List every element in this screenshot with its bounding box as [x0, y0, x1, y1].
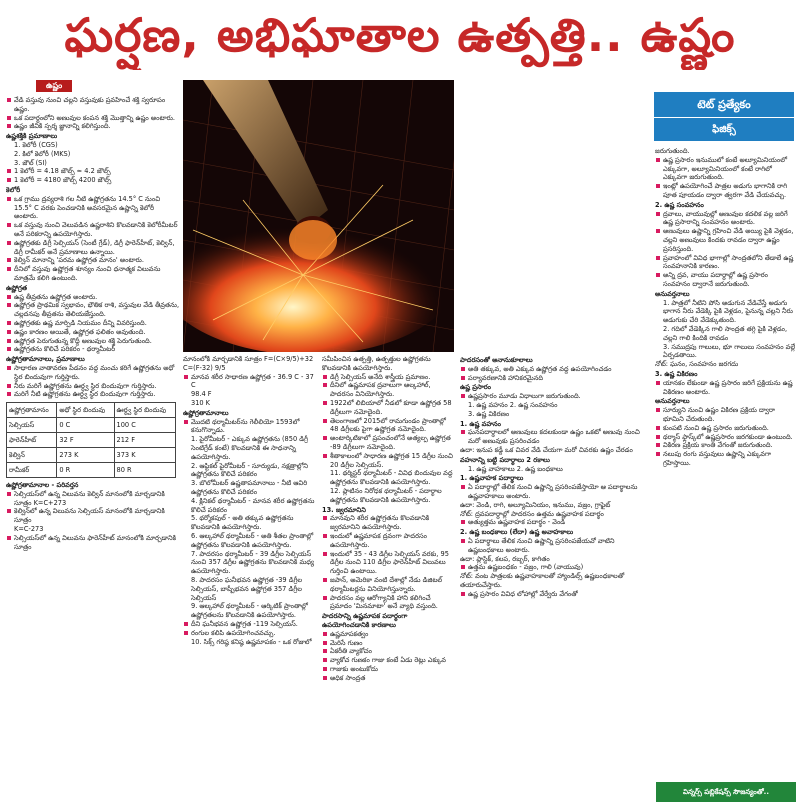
text-line: 1. పాత్రలో నీటిని పోసి అడుగున వేడిచేస్తే అడుగు భాగాన నీరు వేడెక్కి పైకి వెళ్లడం, పైనున్న చల్లని నీరు అడుగుకు చేరి వేడెక్కుతుంది.	[663, 298, 793, 325]
bullet-item: ఉష్ణమాపకత్వం	[322, 630, 454, 639]
text-line: 4. క్లినికల్ థర్మామీటర్ - మానవ శరీర ఉష్ణోగ్రతను కొలిచే పరికరం	[191, 496, 315, 514]
bullet-item: జపాన్, అమెరికా వంటి దేశాల్లో నేడు డిజిటల్ థర్మామీటర్లను వినియోగిస్తున్నారు.	[322, 576, 454, 594]
bullet-item: తెలంగాణలో 2015లో రామగుండం ప్రాంతాల్లో 48 డిగ్రీలకు పైగా ఉష్ణోగ్రత నమోదైంది.	[322, 417, 454, 435]
table-cell: 212 F	[114, 433, 175, 448]
bullet-item: నలుపు రంగు వస్తువులు ఉష్ణాన్ని ఎక్కువగా గ్రహిస్తాయి.	[655, 450, 795, 468]
bullet-item: కెల్విన్ మానాన్ని 'పరమ ఉష్ణోగ్రత మానం' అంటారు.	[6, 256, 180, 265]
bullet-item: ఒక పదార్థంలోని అణువుల కంపన శక్తి మొత్తాన్ని ఉష్ణం అంటారు.	[6, 114, 180, 123]
bullet-item: కెల్విన్‌లో ఉన్న విలువను సెల్సియస్ మానంలోకి మార్చడానికి సూత్రం	[6, 507, 180, 525]
bullet-item: ఉష్ణోగ్రతను కొలిచే పరికరం - థర్మామీటర్	[6, 345, 180, 354]
bullet-item: ఉత్తమ ఉష్ణబంధకం - వజ్రం, గాలి (వాయువు)	[460, 563, 648, 572]
bullet-item: యానకం లేకుండా ఉష్ణ ప్రసారం జరిగే ప్రక్రియను ఉష్ణ వికిరణం అంటారు.	[655, 379, 795, 397]
text-line: C=(F-32) 9/5	[183, 363, 226, 372]
subheading: ఉష్ణోగ్రతామానాలు	[183, 408, 229, 417]
text-line: సమీపించిన ఉత్పత్తి, ఉత్పత్తుల ఉష్ణోగ్రతను కొలవడానికి ఉపయోగిస్తారు.	[322, 355, 431, 372]
text-line: 1. కెలోరీ (CGS)	[14, 140, 58, 149]
text-line: ఉదా: ప్లాస్టిక్, కలప, రబ్బర్, కాగితం	[460, 554, 550, 563]
bullet-item: దీని ఘనీభవన ఉష్ణోగ్రత -119 సెల్సియస్.	[183, 620, 318, 629]
subheading: వహనాన్ని బట్టి పదార్థాలు 2 రకాలు	[460, 455, 550, 464]
column-2	[183, 355, 318, 802]
text-line: 2. కిలో కెలోరీ (MKS)	[14, 149, 71, 158]
bullet-item: ఉష్ణోగ్రతకు ఉష్ణ మార్పిడి నియమం దీన్ని వివరిస్తుంది.	[6, 319, 180, 328]
column-1-top-text	[6, 96, 180, 399]
text-line: 5. థర్మోకపుల్ - అతి తక్కువ ఉష్ణోగ్రతను కొలవడానికి ఉపయోగిస్తారు.	[191, 514, 294, 532]
column-1	[6, 80, 180, 802]
text-line: 12. ప్లాటినం నిరోధక థర్మామీటర్ - పదార్థాల ఉష్ణోగ్రతను కొలవడానికి ఉపయోగిస్తారు.	[330, 486, 442, 504]
bullet-item: ఇంట్లో ఉపయోగించే పాత్రల అడుగు భాగానికి రాగి పూత పూయడం ద్వారా త్వరగా వేడి చేయవచ్చు.	[655, 182, 795, 200]
table-cell: 32 F	[57, 433, 114, 448]
text-line: 11. థర్మిస్టర్ థర్మామీటర్ - వివిధ బిందువుల వద్ద ఉష్ణోగ్రతను కొలవడానికి ఉపయోగిస్తారు.	[330, 469, 453, 487]
text-line: 3. జౌల్ (SI)	[14, 158, 47, 167]
bullet-item: ఉష్ణం జీవికి స్పర్శ జ్ఞానాన్ని కలిగిస్తుంది.	[6, 122, 180, 131]
match-fire-photo	[183, 80, 454, 352]
bullet-item: మానవ శరీర సాధారణ ఉష్ణోగ్రత - 36.9 C - 37 C	[183, 373, 318, 391]
table-cell: 0 C	[57, 418, 114, 433]
bullet-item: థర్మాస్ ఫ్లాస్క్‌లో ఉష్ణప్రసారం జరగకుండా ఉంటుంది.	[655, 433, 795, 442]
bullet-item: రంగుల కలిపి ఉపయోగించవచ్చు.	[183, 629, 318, 638]
text-line: 8. పాదరసం ఘనీభవన ఉష్ణోగ్రత -39 డిగ్రీల సెల్సియస్, బాష్పీభవన ఉష్ణోగ్రత 357 డిగ్రీల సెల్సియస్	[191, 575, 303, 602]
bullet-item: ఉష్ణ ప్రసారం ఇనుములో కంటే అల్యూమినియంలో ఎక్కువగా, అల్యూమినియంలో కంటే రాగిలో ఎక్కువగా జరుగుతుంది.	[655, 156, 795, 182]
bullet-item: సెల్సియస్‌లో ఉన్న విలువను కెల్విన్ మానంలోకి మార్చడానికి సూత్రం K=C+273	[6, 490, 180, 508]
text-line: నోట్: వంట పాత్రలకు ఉష్ణవాహకాలతో హ్యాండిల్స్ ఉష్ణబంధకాలతో తయారుచేస్తారు.	[460, 572, 625, 589]
bullet-item: ఉష్ణ ప్రసారం వివిధ లోహాల్లో వేర్వేరు వేగంతో	[460, 590, 648, 599]
bullet-item: శీతాకాలంలో సాధారణ ఉష్ణోగ్రత 15 డిగ్రీల నుంచి 20 డిగ్రీల సెల్సియస్.	[322, 452, 454, 470]
table-cell: 373 K	[114, 448, 175, 463]
subheading: ఉష్ణ ప్రసారం	[460, 383, 491, 392]
column-1-bottom-text	[6, 481, 180, 551]
bullet-item: వేడి వస్తువు నుంచి చల్లని వస్తువుకు ప్రవహించే శక్తి స్వరూపం ఉష్ణం.	[6, 96, 180, 114]
bullet-item: ప్రవాహంలో వివిధ భాగాల్లో సాంద్రతలోని తేడాలే ఉష్ణ సంవహనానికి కారణం.	[655, 254, 795, 272]
scale-table	[6, 402, 176, 478]
text-line: నోట్: ఘనం, సంవహనం జరగదు	[655, 360, 739, 369]
column-5	[655, 147, 795, 779]
bullet-item: మొదటి థర్మామీటర్‌ను గెలీలియో 1593లో కనుగొన్నాడు.	[183, 418, 318, 436]
table-header-cell: ఊర్ధ్వ స్థిర బిందువు	[114, 403, 175, 418]
bullet-item: ఘనపదార్థాలలో అణువులు కదలకుండా ఉష్ణం ఒకటో అణువు నుంచి మరో అణువుకు ప్రసరించడం	[460, 428, 648, 446]
text-line: ఉదా: ఇనుప కడ్డీ ఒక చివర వేడి చేయగా మరో చివరకు ఉష్ణం చేరడం	[460, 445, 633, 454]
text-line: 98.4 F	[191, 390, 212, 399]
subheading: పాదరసాన్ని ఉష్ణమాపక పదార్థంగా ఉపయోగించడానికి కారణాలు	[322, 612, 408, 629]
bullet-item: 1922లో లిబియాలో నీడలో కూడా ఉష్ణోగ్రత 58 డిగ్రీలుగా నమోదైంది.	[322, 399, 454, 417]
text-line: 1. ఉష్ణ వహనం 2. ఉష్ణ సంవహనం	[468, 400, 558, 409]
text-line: నోట్: ద్రవపదార్థాల్లో పాదరసం ఉత్తమ ఉష్ణవాహక పదార్థం	[460, 509, 604, 518]
match-fire-image	[183, 80, 454, 352]
bullet-item: అతి తక్కువ, అతి ఎక్కువ ఉష్ణోగ్రత వద్ద ఉపయోగించడం	[460, 365, 648, 374]
bullet-item: అత్యుత్తమ ఉష్ణవాహక పదార్థం - వెండి	[460, 518, 648, 527]
bullet-item: సూర్యుని నుంచి ఉష్ణం వికిరణ ప్రక్రియ ద్వారా భూమిని చేరుతుంది.	[655, 406, 795, 424]
text-line: 1. పైరోమీటర్ - ఎక్కువ ఉష్ణోగ్రతను (850 డిగ్రీ సెంటిగ్రేడ్ కంటే) కొలవడానికి ఈ సాధనాన్ని ఉపయోగిస్తారు.	[191, 435, 308, 461]
bullet-item: పర్యావరణానికి హానికరమైనది	[460, 374, 648, 383]
bullet-item: పాదరసం వల్ల ఆరోగ్యానికి హాని కలిగించే ప్రమాదం 'మినమాటా' అనే వ్యాధి వస్తుంది.	[322, 594, 454, 612]
text-line: 10. సిక్స్ గరిష్ఠ కనిష్ఠ ఉష్ణమాపకం - ఒక రోజులో	[191, 637, 312, 646]
bullet-item: ఉష్ణప్రసారం మూడు విధాలుగా జరుగుతుంది.	[460, 392, 648, 401]
bullet-item: అధిక సాంద్రత	[322, 674, 454, 683]
bullet-item: ఏ పదార్థాలు తేలిక నుంచి ఉష్ణాన్ని ప్రసరింపజేయవో వాటిని ఉష్ణబంధకాలు అంటారు.	[460, 537, 648, 555]
subheading: ఉష్ణోగ్రతామానాల - పరివర్తన	[6, 481, 79, 490]
table-row	[7, 463, 176, 478]
text-line: K=C-273	[14, 525, 44, 534]
text-line: 2. ఆప్టికల్ పైరోమీటర్ - సూర్యుడు, నక్షత్రాల్లోని ఉష్ణోగ్రతను కొలిచే పరికరం	[191, 461, 308, 479]
bullet-item: ఏ పదార్థాల్లో తేలిక నుంచి ఉష్ణాన్ని ప్రసరింపజేస్తాయో ఆ పదార్థాలను ఉష్ణవాహకాలు అంటారు.	[460, 483, 648, 501]
bullet-item: ఉష్ణోగ్రతకు డిగ్రీ సెల్సియస్ (సెంటీ గ్రేడ్), డిగ్రీ ఫారెన్‌హీట్, కెల్విన్, డిగ్రీ రామీకర్ అనే ప్రమాణాలు ఉన్నాయి.	[6, 239, 180, 257]
table-cell: కెల్విన్	[7, 448, 57, 463]
bullet-item: ఒక గ్రాము ద్రవ్యరాశి గల నీటి ఉష్ణోగ్రతను 14.5° C నుంచి 15.5° C వరకు పెంచడానికి అవసరమైన ఉష్ణాన్ని కెలోరీ అంటారు.	[6, 195, 180, 221]
text-line: 3. ఉష్ణ వికిరణం	[468, 409, 510, 418]
bullet-item: ఉష్ణోగ్రత ప్రాథమిక స్వభావం, భౌతిక రాశి, వస్తువుల వేడి తీవ్రతను, చల్లదనపు తీవ్రతను తెలియజేస్తుంది.	[6, 301, 180, 319]
table-cell: 273 K	[57, 448, 114, 463]
bullet-item: 1 కెలోరీ = 4.18 జౌల్స్ ≈ 4.2 జౌల్స్	[6, 167, 180, 176]
subheading: 1. ఉష్ణ వహనం	[460, 419, 501, 428]
table-row	[7, 448, 176, 463]
table-row	[7, 418, 176, 433]
section-label-bar	[6, 80, 180, 92]
bullet-item: ఇందులో ఉష్ణమాపక ద్రవంగా పాదరసం ఉపయోగిస్తారు.	[322, 532, 454, 550]
bullet-item: వ్యాకోచ గుణకం గాజు కంటే ఏడు రెట్లు ఎక్కువ	[322, 656, 454, 665]
subheading: ఉష్ణోగ్రతామానాలు, ప్రమాణాలు	[6, 355, 85, 364]
subheading: 2. ఉష్ణ బంధకాలు (లేదా) ఉష్ణ అవాహకాలు	[460, 528, 574, 537]
column-3	[322, 355, 454, 802]
bullet-item: మరిగే నీటి ఉష్ణోగ్రతను ఊర్ధ్వ స్థిర బిందువుగా గుర్తిస్తారు.	[6, 390, 180, 399]
text-line: మానంలోకి మార్చడానికి సూత్రం F=(C×9/5)+32	[183, 355, 314, 363]
text-line: 2. గదిలో వేడెక్కిన గాలి సాంద్రత తగ్గి పైకి వెళ్లడం, చల్లని గాలి కిందికి రావడం	[663, 324, 788, 342]
text-line: 6. ఆల్కహాల్ థర్మామీటర్ - అతి శీతల ప్రాంతాల్లో ఉష్ణోగ్రతను కొలవడానికి ఉపయోగిస్తారు.	[191, 531, 314, 549]
table-cell: ఫారెన్‌హీట్	[7, 433, 57, 448]
subheading: కెలోరీ	[6, 185, 21, 194]
bullet-item: కుంపటి నుంచి ఉష్ణ ప్రసారం జరుగుతుంది.	[655, 424, 795, 433]
publisher-credit: విన్నర్స్ పబ్లికేషన్స్ సౌజన్యంతో..	[656, 782, 796, 802]
text-line: 3. బొలోమీటర్ ఉష్ణతాపమానాలు - నీటి ఆవిరి ఉష్ణోగ్రతను కొలిచే పరికరం	[191, 479, 308, 496]
bullet-item: ఇందులో 35 - 43 డిగ్రీల సెల్సియస్ వరకు, 95 డిగ్రీల నుంచి 110 డిగ్రీల ఫారెన్‌హీట్ విలువలు గుర్తించి ఉంటాయి.	[322, 550, 454, 576]
bullet-item: సెల్సియస్‌లో ఉన్న విలువను ఫారెన్‌హీట్ మానంలోకి మార్చడానికి సూత్రం	[6, 534, 180, 552]
column-4	[460, 355, 648, 802]
table-header-cell: అధో స్థిర బిందువు	[57, 403, 114, 418]
bullet-item: 1 కెలోరీ = 4180 జౌల్స్ 4200 జౌల్స్	[6, 176, 180, 185]
subheading: అనువర్తనాలు	[655, 397, 690, 406]
special-banner: టెట్ ప్రత్యేకం	[654, 92, 794, 117]
bullet-item: అంటార్కిటికాలో ప్రపంచంలోనే అత్యల్ప ఉష్ణోగ్రత -89 డిగ్రీలుగా నమోదైంది.	[322, 434, 454, 452]
table-cell: 100 C	[114, 418, 175, 433]
subheading: 13. జ్వరమానిని	[322, 505, 366, 514]
table-header-cell: ఉష్ణోగ్రతామానం	[7, 403, 57, 418]
bullet-item: వికిరణ ప్రక్రియ కాంతి వేగంతో జరుగుతుంది.	[655, 441, 795, 450]
subheading: ఉష్ణోగ్రత	[6, 283, 27, 292]
table-cell: 80 R	[114, 463, 175, 478]
bullet-item: దీనిలో ఉష్ణమాపక ద్రవాలుగా ఆల్కహాల్, పాదరసం వినియోగిస్తారు.	[322, 381, 454, 399]
subheading: ఉష్ణశక్తికి ప్రమాణాలు	[6, 132, 58, 141]
bullet-item: మానవుని శరీర ఉష్ణోగ్రతను కొలవడానికి జ్వరమానిని ఉపయోగిస్తారు.	[322, 514, 454, 532]
table-cell: 0 R	[57, 463, 114, 478]
table-row	[7, 433, 176, 448]
bullet-item: ద్రవాలు, వాయువుల్లో అణువుల కదలిక వల్ల జరిగే ఉష్ణ ప్రసారాన్ని సంవహనం అంటారు.	[655, 210, 795, 228]
text-line: 7. పాదరసం థర్మామీటర్ - 39 డిగ్రీల సెల్సియస్ నుంచి 357 డిగ్రీల ఉష్ణోగ్రతను కొలవడానికి మధ్య ఉపయోగిస్తారు.	[191, 549, 315, 576]
headline: ఘర్షణ, అభిఘాతాల ఉత్పత్తి.. ఉష్ణం	[64, 8, 736, 62]
bullet-item: గాజుకు అంటుకోదు	[322, 665, 454, 674]
bullet-item: ఒక వస్తువు నుంచి వెలువడిన ఉష్ణరాశిని కొలవడానికి కెలోరీమీటర్ అనే పరికరాన్ని ఉపయోగిస్తారు.	[6, 221, 180, 239]
bullet-item: నీరు మరిగే ఉష్ణోగ్రతను ఊర్ధ్వ స్థిర బిందువుగా గుర్తిస్తారు.	[6, 382, 180, 391]
subheading: అనువర్తనాలు	[655, 289, 690, 298]
bullet-item: అణువులు ఉష్ణాన్ని గ్రహించి వేడి అయ్యి పైకి వెళ్లడం, చల్లని అణువులు కిందకు రావడం ద్వారా ఉష్ణం ప్రసరిస్తుంది.	[655, 227, 795, 253]
text-line: ఉదా: వెండి, రాగి, అల్యూమినియం, ఇనుము, వజ్రం, గ్రాఫైట్	[460, 500, 611, 509]
table-cell: సెల్సియస్	[7, 418, 57, 433]
bullet-item: డిగ్రీ సెల్సియస్ అనేది శాస్త్రీయ ప్రమాణం.	[322, 373, 454, 382]
subheading: పాదరసంతో అనానుకూలాలు	[460, 356, 533, 364]
subheading: 1. ఉష్ణవాహక పదార్థాలు	[460, 474, 524, 483]
text-line: 9. ఆల్కహాల్ థర్మామీటర్ - ఆర్కిటిక్ ప్రాంతాల్లో ఉష్ణోగ్రతలను కొలవడానికి ఉపయోగిస్తారు.	[191, 602, 308, 620]
bullet-item: మెరిసే గుణం	[322, 639, 454, 648]
section-label: ఉష్ణం	[36, 80, 72, 92]
text-line: 1. ఉష్ణ వాహకాలు 2. ఉష్ణ బంధకాలు	[468, 464, 563, 473]
bullet-item: దీనిలో వస్తువు ఉష్ణోగ్రత శూన్యం నుంచి ధనాత్మక విలువను మాత్రమే కలిగి ఉంటుంది.	[6, 265, 180, 283]
table-header-row	[7, 403, 176, 418]
text-line: 310 K	[191, 398, 211, 407]
bullet-item: సాధారణ వాతావరణ పీడనం వద్ద మంచు కరిగే ఉష్ణోగ్రతను అధో స్థిర బిందువుగా గుర్తిస్తారు.	[6, 364, 180, 382]
text-line: జరుగుతుంది.	[655, 147, 690, 155]
table-cell: రామీకర్	[7, 463, 57, 478]
text-line: 3. సముద్రపు గాలులు, భూ గాలులు సంవహనం వల్లే ఏర్పడతాయి.	[663, 342, 795, 360]
subheading: 2. ఉష్ణ సంవహనం	[655, 200, 704, 209]
subheading: 3. ఉష్ణ వికిరణం	[655, 369, 698, 378]
subject-banner: ఫిజిక్స్	[654, 118, 794, 141]
bullet-item: ఉష్ణోగ్రత పెరుగుతున్న కొద్దీ అణువుల శక్తి పెరుగుతుంది.	[6, 337, 180, 346]
bullet-item: అన్ని ద్రవ, వాయు పదార్థాల్లో ఉష్ణ ప్రసారం సంవహనం ద్వారానే జరుగుతుంది.	[655, 271, 795, 289]
bullet-item: ఉష్ణం కారణం అయితే, ఉష్ణోగ్రత ఫలితం అవుతుంది.	[6, 328, 180, 337]
bullet-item: ఉష్ణ తీవ్రతను ఉష్ణోగ్రత అంటారు.	[6, 293, 180, 302]
bullet-item: ఏకరీతి వ్యాకోచం	[322, 647, 454, 656]
